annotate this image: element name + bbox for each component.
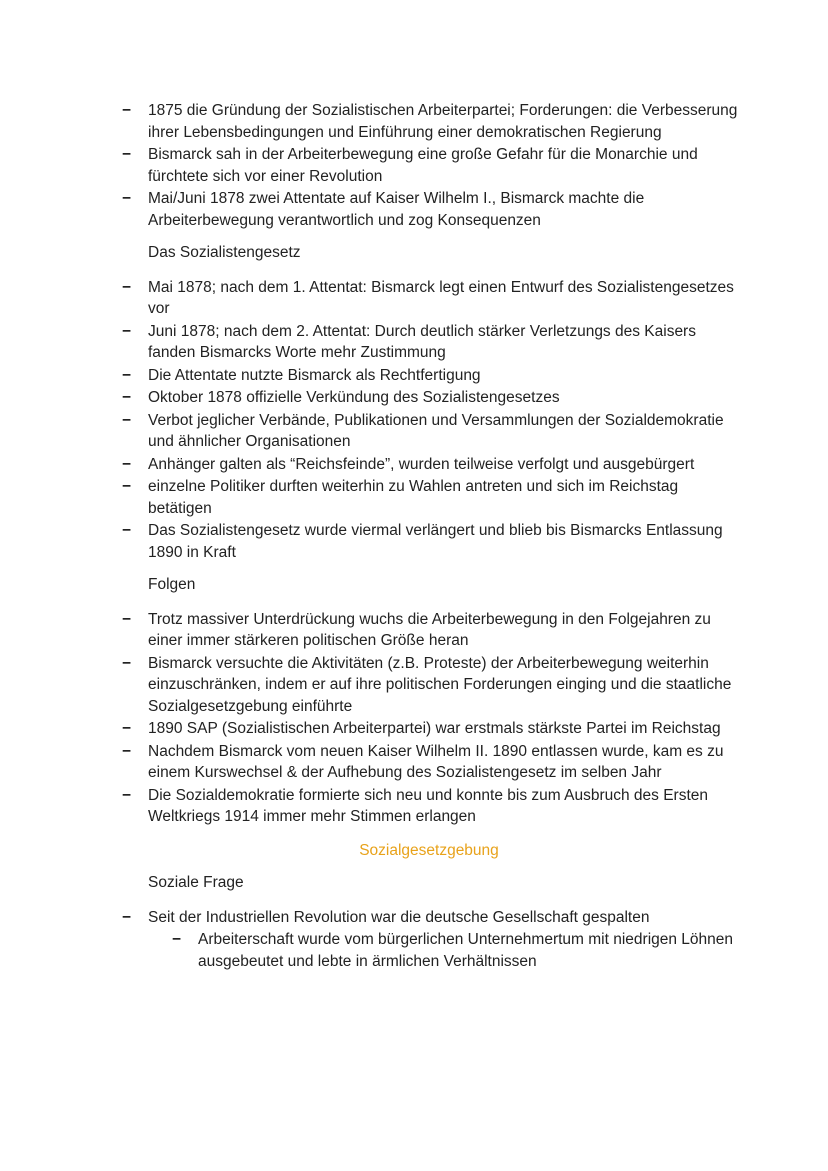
dash-icon: − <box>122 742 132 760</box>
dash-icon: − <box>122 654 132 672</box>
dash-icon: − <box>122 455 132 473</box>
bullet-list-sozialistengesetz <box>120 277 738 564</box>
dash-icon: − <box>122 322 132 340</box>
list-item <box>120 653 738 718</box>
heading-folgen: Folgen <box>148 576 196 593</box>
list-item <box>120 741 738 784</box>
list-item-text: 1890 SAP (Sozialistischen Arbeiterpartei) war erstmals stärkste Partei im Reichstag <box>148 720 721 737</box>
list-item <box>120 718 738 740</box>
list-item-text: Bismarck versuchte die Aktivitäten (z.B. Proteste) der Arbeiterbewegung weiterhin einzuschränken, indem er auf ihre politischen Forderungen einging und die staatliche Sozialgesetzgebung einführte <box>148 654 732 715</box>
list-item-text: Trotz massiver Unterdrückung wuchs die Arbeiterbewegung in den Folgejahren zu einer immer stärkeren politischen Größe heran <box>148 610 711 649</box>
dash-icon: − <box>122 720 132 737</box>
list-item-text: Oktober 1878 offizielle Verkündung des Sozialistengesetzes <box>148 389 560 406</box>
list-item <box>120 277 738 320</box>
list-item-text: Bismarck sah in der Arbeiterbewegung eine große Gefahr für die Monarchie und fürchtete sich vor einer Revolution <box>148 146 698 185</box>
list-item <box>120 387 738 409</box>
dash-icon: − <box>172 931 182 948</box>
list-item <box>120 609 738 652</box>
dash-icon: − <box>122 102 132 119</box>
list-item <box>120 188 738 231</box>
dash-icon: − <box>122 146 132 163</box>
list-item-text: 1875 die Gründung der Sozialistischen Arbeiterpartei; Forderungen: die Verbesserung ihrer Lebensbedingungen und Einführung einer demokratischen Regierung <box>148 102 738 141</box>
list-item <box>120 907 738 929</box>
sub-list-item <box>120 929 738 972</box>
list-item-text: Das Sozialistengesetz wurde viermal verlängert und blieb bis Bismarcks Entlassung 1890 in Kraft <box>148 522 723 561</box>
list-item <box>120 100 738 143</box>
section-title-sozialgesetzgebung: Sozialgesetzgebung <box>359 841 499 859</box>
list-item-text: einzelne Politiker durften weiterhin zu Wahlen antreten und sich im Reichstag betätigen <box>148 478 679 517</box>
dash-icon: − <box>122 478 132 495</box>
list-item-text: Nachdem Bismarck vom neuen Kaiser Wilhelm II. 1890 entlassen wurde, kam es zu einem Kurswechsel & der Aufhebung des Sozialistengesetz im selben Jahr <box>148 742 724 781</box>
dash-icon: − <box>122 190 132 207</box>
dash-icon: − <box>122 610 132 628</box>
list-item-text: Mai 1878; nach dem 1. Attentat: Bismarck legt einen Entwurf des Sozialistengesetzes vor <box>148 278 734 317</box>
list-item <box>120 476 738 519</box>
dash-icon: − <box>122 278 132 296</box>
sub-list-item-text: Arbeiterschaft wurde vom bürgerlichen Unternehmertum mit niedrigen Löhnen ausgebeutet und lebte in ärmlichen Verhältnissen <box>198 931 734 970</box>
list-item <box>120 520 738 563</box>
list-item-text: Seit der Industriellen Revolution war die deutsche Gesellschaft gespalten <box>148 908 650 926</box>
list-item-text: Die Sozialdemokratie formierte sich neu und konnte bis zum Ausbruch des Ersten Weltkriegs 1914 immer mehr Stimmen erlangen <box>148 786 709 825</box>
bullet-list-soziale-frage <box>120 907 738 973</box>
list-item <box>120 785 738 828</box>
list-item <box>120 410 738 453</box>
dash-icon: − <box>122 908 132 926</box>
dash-icon: − <box>122 522 132 539</box>
list-item-text: Anhänger galten als “Reichsfeinde”, wurden teilweise verfolgt und ausgebürgert <box>148 455 695 473</box>
bullet-list-folgen <box>120 609 738 828</box>
bullet-list-background <box>120 100 738 231</box>
dash-icon: − <box>122 411 132 429</box>
list-item <box>120 454 738 476</box>
heading-sozialistengesetz: Das Sozialistengesetz <box>148 244 301 261</box>
list-item <box>120 321 738 364</box>
list-item-text: Verbot jeglicher Verbände, Publikationen und Versammlungen der Sozialdemokratie und ähnlicher Organisationen <box>148 411 724 450</box>
heading-soziale-frage: Soziale Frage <box>148 874 244 891</box>
list-item-text: Mai/Juni 1878 zwei Attentate auf Kaiser Wilhelm I., Bismarck machte die Arbeiterbewegung verantwortlich und zog Konsequenzen <box>148 190 645 229</box>
list-item-text: Juni 1878; nach dem 2. Attentat: Durch deutlich stärker Verletzungs des Kaisers fanden Bismarcks Worte mehr Zustimmung <box>148 322 696 361</box>
dash-icon: − <box>122 389 132 406</box>
list-item <box>120 365 738 387</box>
dash-icon: − <box>122 366 132 384</box>
dash-icon: − <box>122 786 132 804</box>
list-item-text: Die Attentate nutzte Bismarck als Rechtfertigung <box>148 366 481 384</box>
list-item <box>120 144 738 187</box>
